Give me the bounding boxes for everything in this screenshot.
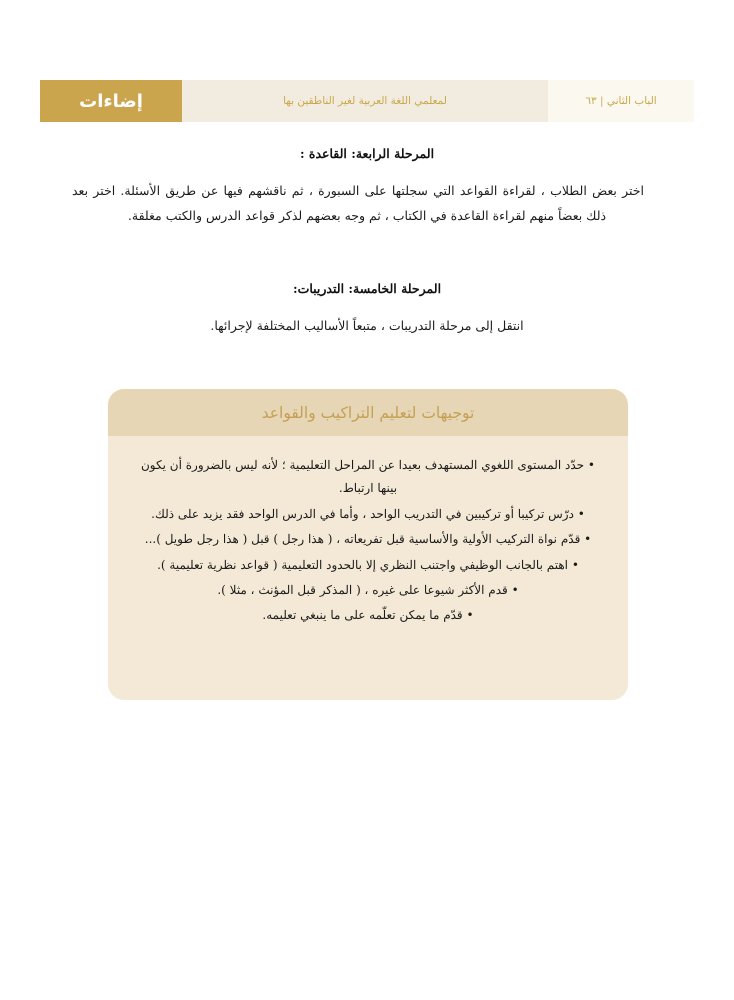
list-item-text: قدّم ما يمكن تعلّمه على ما ينبغي تعليمه. — [262, 608, 463, 623]
list-item — [134, 554, 602, 577]
section-title-stage-four: المرحلة الرابعة: القاعدة : — [299, 146, 435, 161]
bullet-icon: • — [571, 557, 579, 572]
main-content — [72, 145, 662, 338]
header-subtitle-band — [182, 80, 548, 122]
list-item — [134, 454, 602, 501]
bullet-icon: • — [577, 506, 585, 521]
list-item — [134, 579, 602, 602]
list-item-text: اهتم بالجانب الوظيفي واجتنب النظري إلا بالحدود التعليمية ( قواعد نظرية تعليمية ). — [157, 557, 568, 572]
list-item — [134, 503, 602, 526]
tips-box-header — [108, 389, 628, 436]
tips-callout-box — [108, 389, 628, 700]
list-item-text: حدّد المستوى اللغوي المستهدف بعيدا عن المراحل التعليمية ؛ لأنه ليس بالضرورة أن يكون بينها ارتباط. — [140, 458, 585, 496]
bullet-icon: • — [584, 532, 592, 547]
list-item-text: قدم الأكثر شيوعا على غيره ، ( المذكر قبل المؤنث ، مثلا ). — [217, 582, 508, 597]
list-item-text: درّس تركيبا أو تركيبين في التدريب الواحد ، وأما في الدرس الواحد فقد يزيد على ذلك. — [151, 506, 574, 521]
page-number-label: الباب الثاني | ٦٣ — [585, 95, 657, 107]
bullet-icon: • — [587, 458, 595, 472]
list-item — [134, 604, 602, 627]
header-subtitle-label: لمعلمي اللغة العربية لغير الناطقين بها — [283, 95, 447, 107]
bullet-icon: • — [466, 608, 474, 623]
running-header — [40, 80, 694, 122]
bullet-icon: • — [511, 582, 519, 597]
section-body-stage-four: اختر بعض الطلاب ، لقراءة القواعد التي سجلتها على السبورة ، ثم ناقشهم فيها عن طريق الأسئلة. اختر بعد ذلك بعضاً منهم لقراءة القاعدة في الكتاب ، ثم وجه بعضهم لذكر قواعد الدرس والكتب مغلقة. — [72, 182, 644, 223]
tips-box-body — [108, 436, 628, 640]
tips-box-title: توجيهات لتعليم التراكيب والقواعد — [261, 403, 475, 422]
list-item-text: قدّم نواة التركيب الأولية والأساسية قبل تفريعاته ، ( هذا رجل ) قبل ( هذا رجل طويل )... — [144, 532, 581, 547]
list-item — [134, 528, 602, 551]
header-section-tab-label: إضاءات — [79, 90, 143, 112]
header-section-tab — [40, 80, 182, 122]
page-number-band — [548, 80, 694, 122]
section-title-stage-five: المرحلة الخامسة: التدريبات: — [292, 280, 442, 296]
section-body-stage-five: انتقل إلى مرحلة التدريبات ، متبعاً الأساليب المختلفة لإجرائها. — [210, 317, 524, 333]
section-spacer — [72, 228, 662, 280]
